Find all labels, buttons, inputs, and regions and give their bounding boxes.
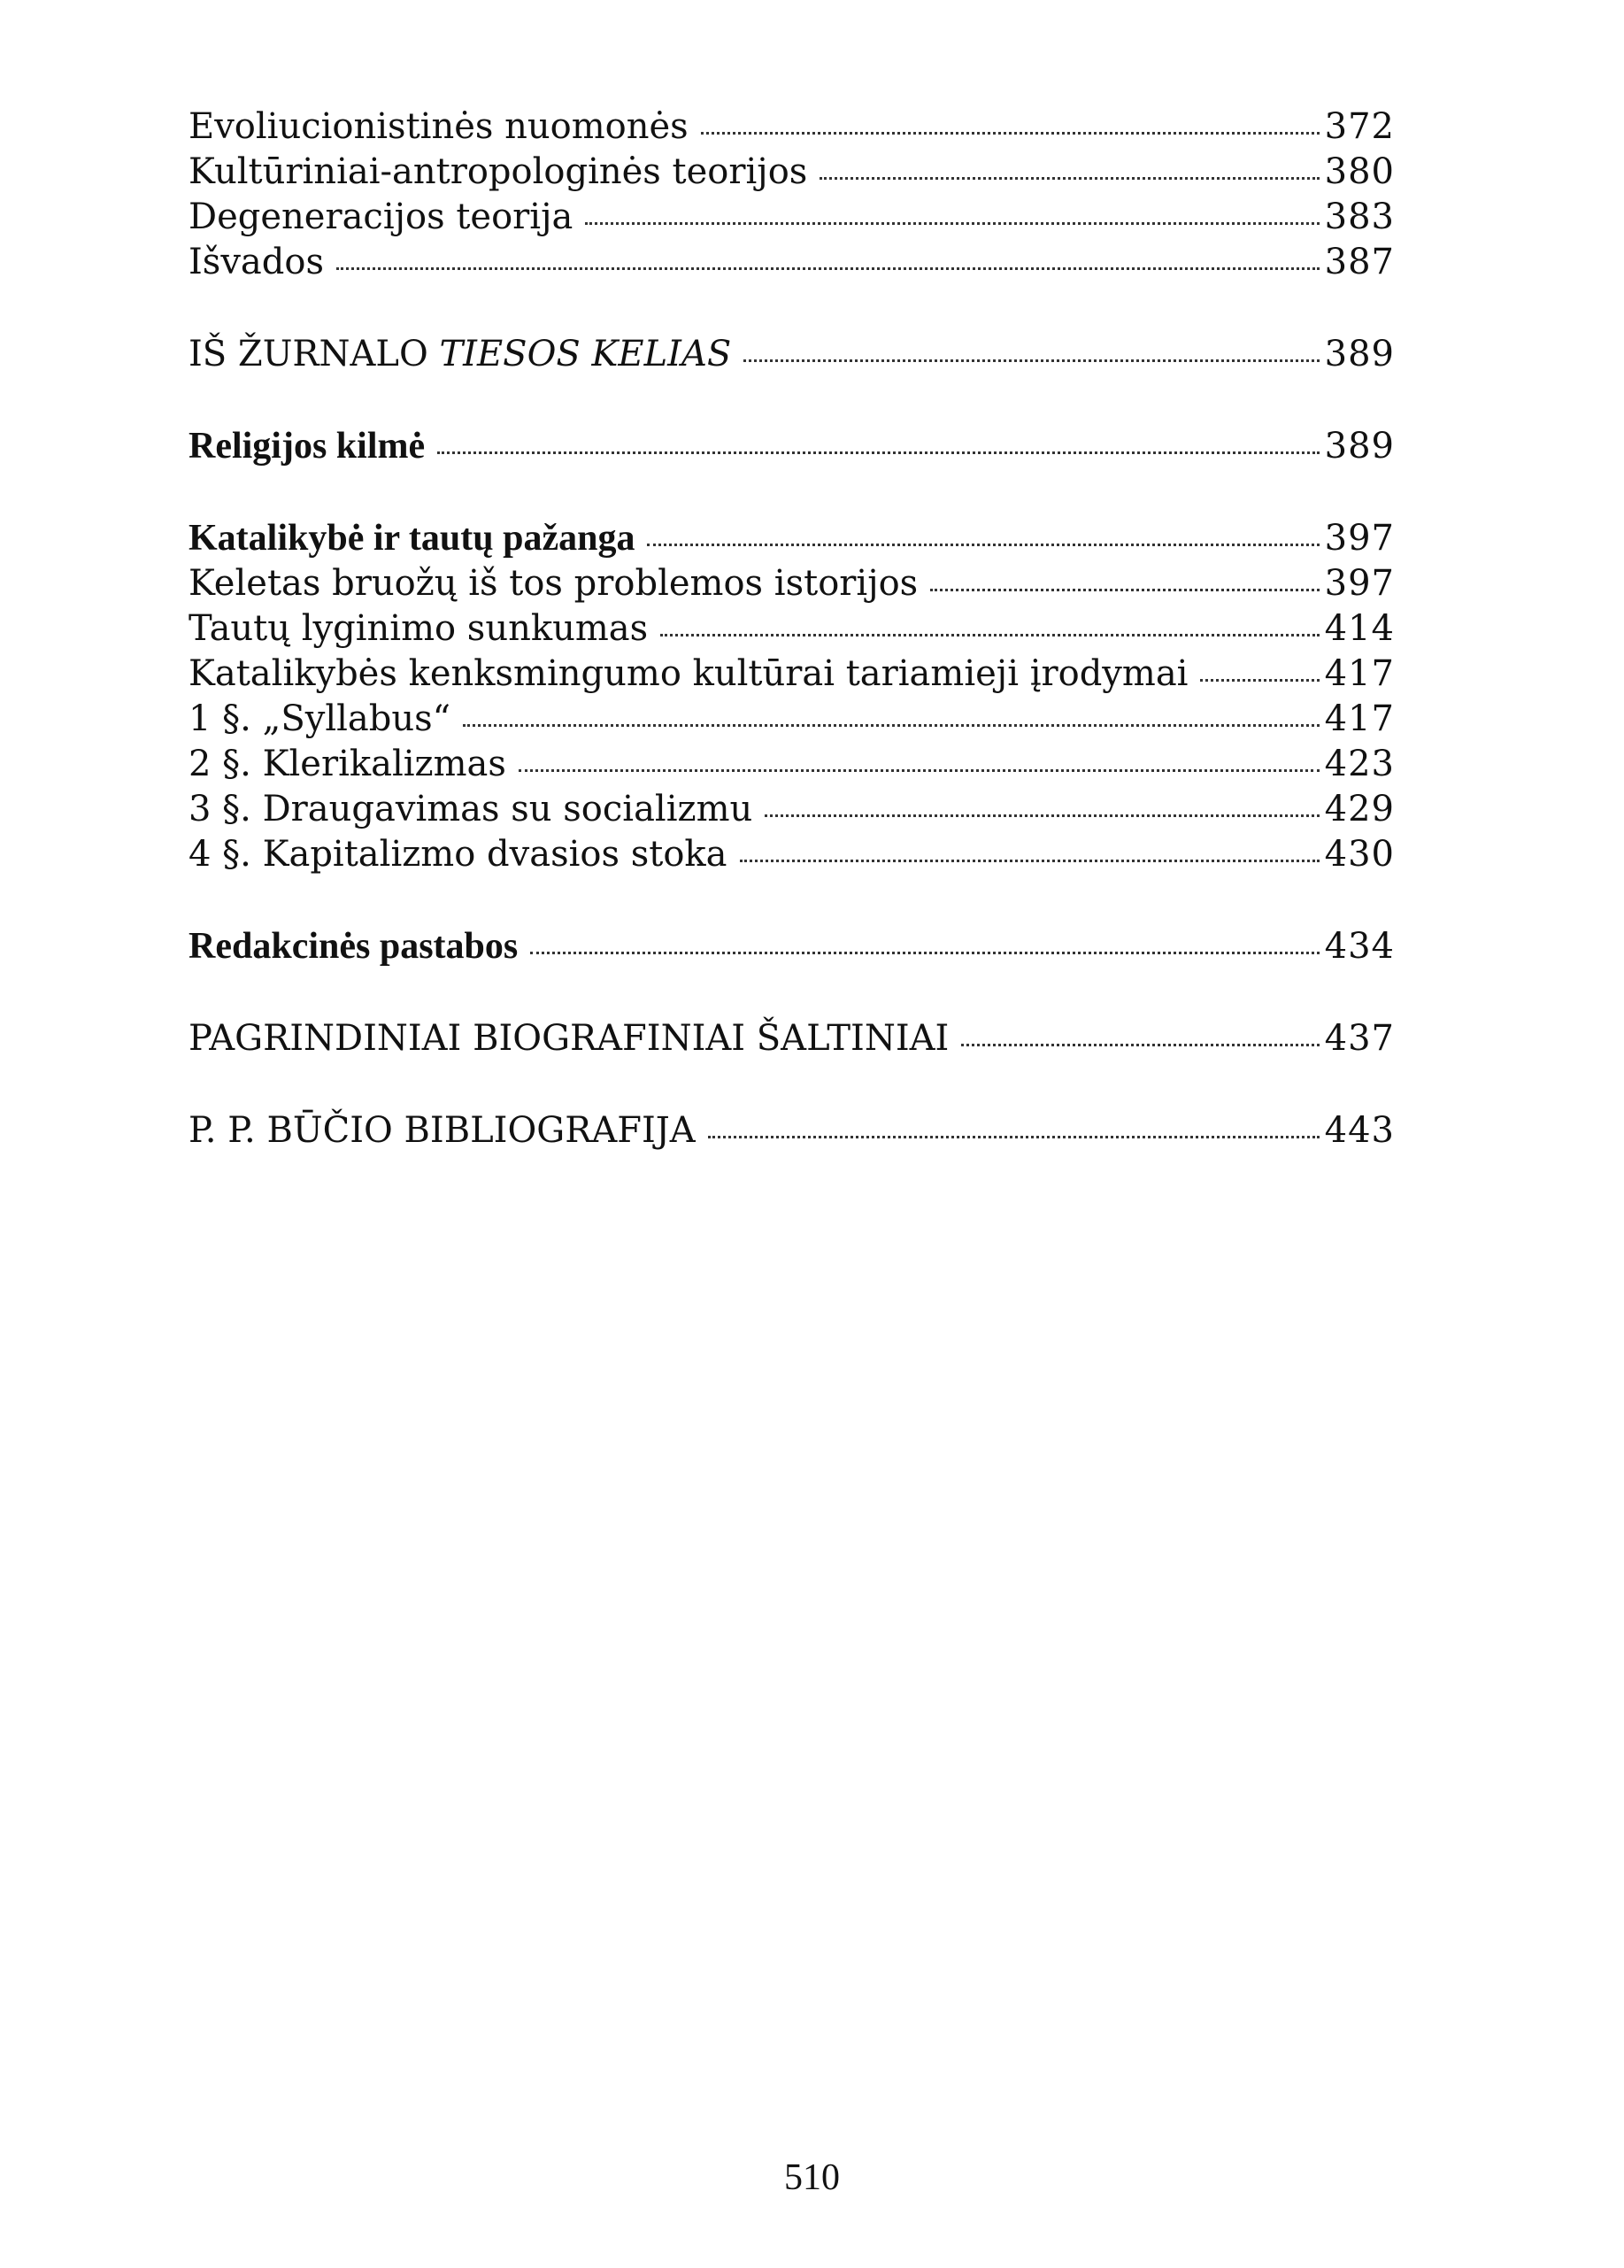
toc-entry-title: 4 §. Kapitalizmo dvasios stoka (189, 834, 727, 875)
toc-entry-title: Išvados (189, 242, 324, 282)
dot-leader (519, 769, 1320, 772)
toc-entry-title: P. P. BŪČIO BIBLIOGRAFIJA (189, 1110, 696, 1151)
dot-leader (336, 267, 1320, 270)
toc-entry-page: 380 (1324, 151, 1395, 192)
toc-group (189, 924, 1395, 969)
toc-entry (189, 742, 1395, 787)
toc-group (189, 104, 1395, 285)
toc-entry-title (189, 332, 731, 377)
toc-entry-title-italic: TIESOS KELIAS (439, 334, 732, 374)
toc-entry (189, 924, 1395, 969)
toc-entry-title: Evoliucionistinės nuomonės (189, 106, 689, 147)
dot-leader (1200, 679, 1319, 682)
toc-entry (189, 832, 1395, 877)
toc-entry-page: 434 (1324, 926, 1395, 967)
toc-entry-title: Degeneracijos teorija (189, 197, 573, 237)
toc-entry (189, 561, 1395, 606)
toc-entry-page: 397 (1324, 518, 1395, 559)
toc-group (189, 424, 1395, 469)
toc-entry-page: 429 (1324, 789, 1395, 829)
toc-entry-title: Katalikybės kenksmingumo kultūrai tariamieji įrodymai (189, 653, 1189, 694)
toc-entry-title: Religijos kilmė (189, 426, 426, 467)
dot-leader (820, 177, 1319, 180)
toc-entry-page: 389 (1324, 426, 1395, 467)
toc-group (189, 516, 1395, 877)
toc-group (189, 1108, 1395, 1153)
toc-entry-page: 383 (1324, 197, 1395, 237)
dot-leader (463, 724, 1320, 727)
dot-leader (765, 814, 1319, 817)
dot-leader (530, 952, 1319, 954)
toc-entry-page: 389 (1324, 334, 1395, 374)
toc-group (189, 1016, 1395, 1061)
toc-entry-page: 372 (1324, 106, 1395, 147)
toc-entry-page: 397 (1324, 563, 1395, 604)
dot-leader (743, 359, 1319, 362)
toc-entry (189, 697, 1395, 742)
toc-group (189, 332, 1395, 377)
toc-entry (189, 606, 1395, 652)
dot-leader (647, 544, 1319, 546)
toc-entry-page: 417 (1324, 653, 1395, 694)
page-number: 510 (784, 2157, 840, 2198)
toc-entry (189, 787, 1395, 832)
toc-entry-title: Kultūriniai-antropologinės teorijos (189, 151, 808, 192)
table-of-contents (189, 104, 1395, 1153)
dot-leader (585, 222, 1319, 225)
toc-entry-title: PAGRINDINIAI BIOGRAFINIAI ŠALTINIAI (189, 1018, 950, 1059)
dot-leader (701, 132, 1320, 135)
dot-leader (740, 860, 1320, 862)
toc-entry-title: 1 §. „Syllabus“ (189, 698, 451, 739)
toc-entry-title: Redakcinės pastabos (189, 926, 519, 967)
toc-entry (189, 240, 1395, 285)
toc-entry-title: 3 §. Draugavimas su socializmu (189, 789, 753, 829)
dot-leader (961, 1044, 1319, 1046)
toc-entry-title: 2 §. Klerikalizmas (189, 744, 506, 784)
toc-entry (189, 1108, 1395, 1153)
dot-leader (708, 1136, 1320, 1138)
toc-entry-page: 437 (1324, 1018, 1395, 1059)
toc-entry (189, 424, 1395, 469)
toc-entry (189, 104, 1395, 150)
toc-entry-title: Katalikybė ir tautų pažanga (189, 518, 635, 559)
toc-entry-page: 443 (1324, 1110, 1395, 1151)
toc-entry (189, 332, 1395, 377)
toc-entry-title: Keletas bruožų iš tos problemos istorijos (189, 563, 919, 604)
toc-entry-page: 387 (1324, 242, 1395, 282)
toc-entry (189, 516, 1395, 561)
toc-entry (189, 1016, 1395, 1061)
toc-entry-page: 423 (1324, 744, 1395, 784)
toc-entry-title-roman: IŠ ŽURNALO (189, 334, 440, 374)
toc-entry (189, 150, 1395, 195)
toc-entry-page: 417 (1324, 698, 1395, 739)
dot-leader (437, 451, 1320, 454)
toc-entry (189, 195, 1395, 240)
toc-entry-page: 430 (1324, 834, 1395, 875)
toc-entry-page: 414 (1324, 608, 1395, 649)
dot-leader (660, 634, 1319, 636)
dot-leader (930, 589, 1319, 591)
toc-entry-title: Tautų lyginimo sunkumas (189, 608, 649, 649)
toc-entry (189, 652, 1395, 697)
